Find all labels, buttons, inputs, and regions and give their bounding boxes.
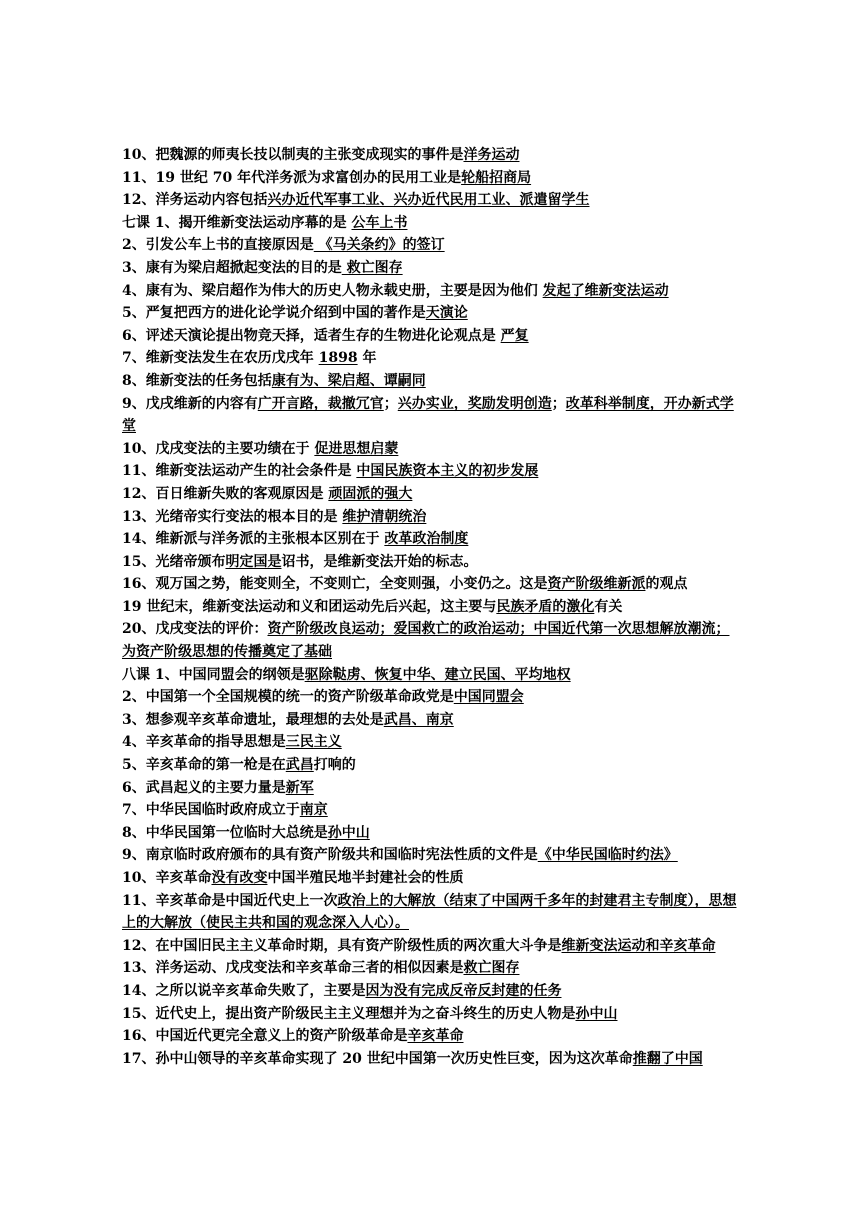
text-line <box>122 664 742 687</box>
text-line <box>122 686 742 709</box>
answer-text: 广开言路，裁撤冗官 <box>257 395 384 412</box>
answer-text: 轮船招商局 <box>461 169 532 186</box>
text-line <box>122 460 742 483</box>
question-text: 13、洋务运动、戊戌变法和辛亥革命三者的相似因素是 <box>122 960 464 977</box>
answer-text: 驱除鞑虏、恢复中华、建立民国、平均地权 <box>304 666 571 683</box>
answer-text: 三民主义 <box>285 734 342 751</box>
question-text: 6、武昌起义的主要力量是 <box>122 779 286 796</box>
question-text: 5、辛亥革命的第一枪是在 <box>122 757 286 774</box>
question-text: 10、辛亥革命 <box>122 870 212 886</box>
answer-text: 中国民族资本主义的初步发展 <box>356 463 539 480</box>
question-text: 3、想参观辛亥革命遗址，最理想的去处是 <box>122 711 384 728</box>
question-text: 14、维新派与洋务派的主张根本区别在于 <box>122 531 385 548</box>
question-text: 19 世纪末，维新变法运动和义和团运动先后兴起，这主要与 <box>122 598 497 615</box>
answer-text: 《中华民国临时约法》 <box>537 847 678 864</box>
text-line <box>122 799 742 822</box>
question-text: 7、中华民国临时政府成立于 <box>122 802 300 819</box>
text-line <box>122 890 742 935</box>
answer-text: 顽固派的强大 <box>328 485 413 502</box>
answer-text: 孙中山 <box>575 1005 618 1022</box>
question-text: 8、维新变法的任务包括 <box>122 372 272 389</box>
text-line <box>122 280 742 303</box>
text-line <box>122 777 742 800</box>
question-text: 七课 1、揭开维新变法运动序幕的是 <box>122 214 352 231</box>
question-text: ； <box>551 395 566 412</box>
question-text: 2、引发公车上书的直接原因是 <box>122 237 314 254</box>
text-line <box>122 438 742 461</box>
answer-text: 救亡图存 <box>341 259 403 276</box>
question-text: 15、近代史上，提出资产阶级民主主义理想并为之奋斗终生的历史人物是 <box>122 1005 576 1022</box>
answer-text: 新军 <box>285 779 314 796</box>
answer-text: 救亡图存 <box>463 960 520 977</box>
question-text: 3、康有为梁启超掀起变法的目的是 <box>122 259 342 276</box>
text-line <box>122 234 742 257</box>
question-text: 12、洋务运动内容包括 <box>122 192 268 209</box>
answer-text: 天演论 <box>425 305 468 322</box>
text-line <box>122 844 742 867</box>
text-line <box>122 1025 742 1048</box>
text-line <box>122 551 742 574</box>
question-text: 4、康有为、梁启超作为伟大的历史人物永载史册，主要是因为他们 <box>122 282 543 299</box>
answer-text: 洋务运动 <box>463 147 520 163</box>
answer-text: 政治上的大解放（结束了中国两千多年的封建君主专制度），思想上的大解放（使民主共和国的观念深入人心）。 <box>122 892 737 932</box>
question-text: 10、戊戌变法的主要功绩在于 <box>122 440 315 457</box>
answer-text: 没有改变 <box>211 870 268 886</box>
answer-text: 改革政治制度 <box>384 531 469 548</box>
question-text: 15、光绪帝颁布 <box>122 553 226 570</box>
answer-text: 明定国是 <box>225 553 282 570</box>
text-line <box>122 325 742 348</box>
question-text: 年 <box>357 350 377 367</box>
question-text: ； <box>383 395 398 412</box>
text-line <box>122 822 742 845</box>
text-line <box>122 212 742 235</box>
answer-text: 武昌、南京 <box>383 711 454 728</box>
text-line <box>122 483 742 506</box>
question-text: 12、百日维新失败的客观原因是 <box>122 485 329 502</box>
question-text: 17、孙中山领导的辛亥革命实现了 20 世纪中国第一次历史性巨变，因为这次革命 <box>122 1050 633 1067</box>
question-text: 16、中国近代更完全意义上的资产阶级革命是 <box>122 1028 408 1045</box>
text-line <box>122 370 742 393</box>
question-text: 4、辛亥革命的指导思想是 <box>122 734 286 751</box>
question-text: 的观点 <box>645 576 688 593</box>
text-line <box>122 528 742 551</box>
answer-text: 公车上书 <box>351 214 408 231</box>
answer-text: 资产阶级改良运动；爱国救亡的政治运动；中国近代第一次思想解放潮流；为资产阶级思想的传播奠定了基础 <box>122 621 730 661</box>
answer-text: 《马关条约》的签订 <box>313 237 445 254</box>
question-text: 13、光绪帝实行变法的根本目的是 <box>122 508 343 525</box>
question-text: 11、辛亥革命是中国近代史上一次 <box>122 892 338 909</box>
answer-text: 兴办近代军事工业、兴办近代民用工业、派遣留学生 <box>267 192 590 209</box>
question-text: 诏书，是维新变法开始的标志。 <box>281 553 478 570</box>
text-line <box>122 167 742 190</box>
question-text: 2、中国第一个全国规模的统一的资产阶级革命政党是 <box>122 689 454 706</box>
answer-text: 维新变法运动和辛亥革命 <box>561 937 716 954</box>
answer-text: 中国同盟会 <box>453 689 524 706</box>
text-line <box>122 957 742 980</box>
question-text: 5、严复把西方的进化论学说介绍到中国的著作是 <box>122 305 426 322</box>
question-text: 有关 <box>594 598 623 615</box>
text-line <box>122 302 742 325</box>
text-line <box>122 189 742 212</box>
text-line <box>122 731 742 754</box>
answer-text: 南京 <box>299 802 328 819</box>
answer-text: 武昌 <box>285 757 314 774</box>
question-text: 14、之所以说辛亥革命失败了，主要是 <box>122 982 366 999</box>
text-line <box>122 596 742 619</box>
question-text: 9、戊戌维新的内容有 <box>122 395 258 412</box>
text-line <box>122 144 742 167</box>
question-text: 12、在中国旧民主主义革命时期，具有资产阶级性质的两次重大斗争是 <box>122 937 562 954</box>
text-line <box>122 618 742 663</box>
answer-text: 严复 <box>500 327 529 344</box>
text-line <box>122 980 742 1003</box>
question-text: 20、戊戌变法的评价： <box>122 621 268 638</box>
answer-text: 因为没有完成反帝反封建的任务 <box>365 982 562 999</box>
text-line <box>122 573 742 596</box>
question-text: 16、观万国之势，能变则全，不变则亡，全变则强，小变仍之。这是 <box>122 576 548 593</box>
text-line <box>122 347 742 370</box>
question-text: 11、维新变法运动产生的社会条件是 <box>122 463 357 480</box>
question-text: 11、19 世纪 70 年代洋务派为求富创办的民用工业是 <box>122 169 462 186</box>
question-text: 9、南京临时政府颁布的具有资产阶级共和国临时宪法性质的文件是 <box>122 847 538 864</box>
text-line <box>122 935 742 958</box>
answer-text: 促进思想启蒙 <box>314 440 399 457</box>
answer-text: 孙中山 <box>327 824 370 841</box>
answer-text: 康有为、梁启超、谭嗣同 <box>271 372 426 389</box>
answer-text: 民族矛盾的激化 <box>496 598 595 615</box>
answer-text: 1898 <box>318 350 358 367</box>
text-line <box>122 506 742 529</box>
answer-text: 维护清朝统治 <box>342 508 427 525</box>
answer-text: 兴办实业，奖励发明创造 <box>397 395 552 412</box>
answer-text: 推翻了中国 <box>632 1050 703 1067</box>
answer-text: 改革科举制度，开办新式学堂 <box>122 395 734 435</box>
document-page <box>122 144 742 1070</box>
question-text: 10、把魏源的师夷长技以制夷的主张变成现实的事件是 <box>122 147 464 163</box>
question-text: 6、评述天演论提出物竞天择，适者生存的生物进化论观点是 <box>122 327 501 344</box>
text-line <box>122 257 742 280</box>
question-text: 打响的 <box>313 757 356 774</box>
text-line <box>122 1048 742 1071</box>
text-line <box>122 709 742 732</box>
question-text: 中国半殖民地半封建社会的性质 <box>267 870 464 886</box>
answer-text: 辛亥革命 <box>407 1028 464 1045</box>
text-line <box>122 754 742 777</box>
question-text: 7、维新变法发生在农历戊戌年 <box>122 350 319 367</box>
question-text: 8、中华民国第一位临时大总统是 <box>122 824 328 841</box>
question-text: 八课 1、中国同盟会的纲领是 <box>122 666 305 683</box>
answer-text: 资产阶级维新派 <box>547 576 646 593</box>
answer-text: 发起了维新变法运动 <box>542 282 669 299</box>
text-line <box>122 393 742 438</box>
text-line <box>122 1003 742 1026</box>
text-line <box>122 867 742 890</box>
